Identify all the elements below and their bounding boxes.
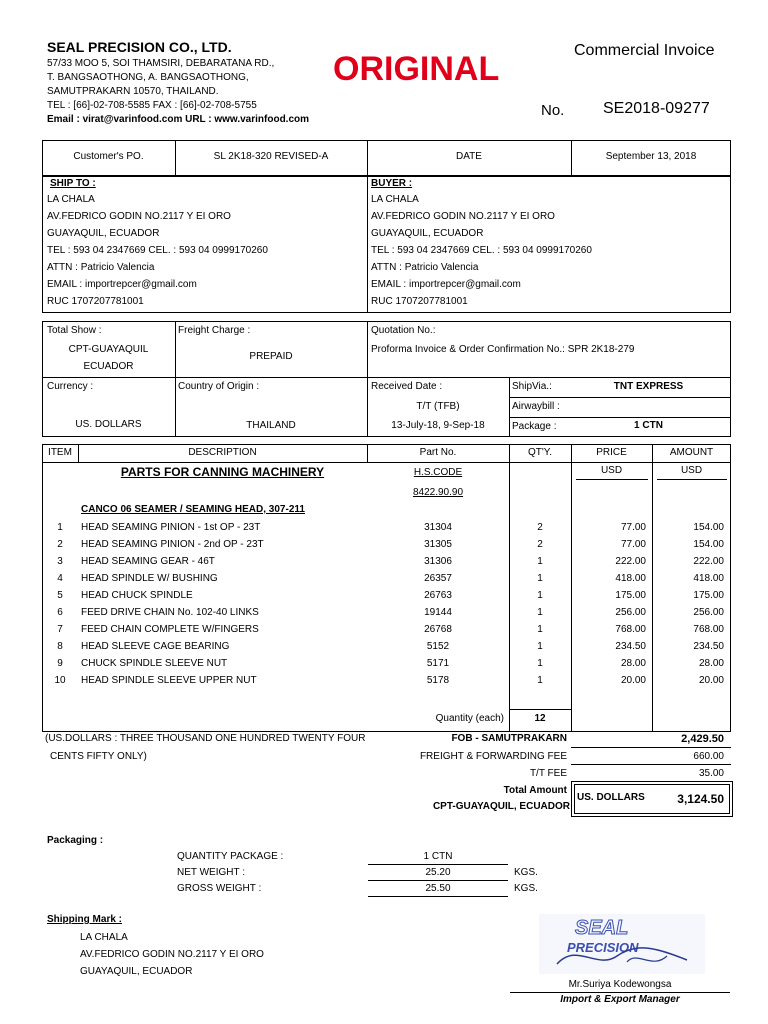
invoice-no-value: SE2018-09277 xyxy=(603,100,710,117)
tt-fee-value: 35.00 xyxy=(698,768,724,779)
ship-to-line: TEL : 593 04 2347669 CEL. : 593 04 0999170260 xyxy=(47,245,268,256)
row-part-no: 26768 xyxy=(424,624,452,635)
row-part-no: 19144 xyxy=(424,607,452,618)
company-address-3: SAMUTPRAKARN 10570, THAILAND. xyxy=(47,86,219,97)
row-price: 175.00 xyxy=(615,590,646,601)
ship-to-line: AV.FEDRICO GODIN NO.2117 Y EI ORO xyxy=(47,211,231,222)
signer-title: Import & Export Manager xyxy=(560,994,680,1005)
date-value: September 13, 2018 xyxy=(605,151,697,162)
amount-words-2: CENTS FIFTY ONLY) xyxy=(50,751,147,762)
row-description: HEAD CHUCK SPINDLE xyxy=(81,590,193,601)
po-label: Customer's PO. xyxy=(73,151,144,162)
row-part-no: 26357 xyxy=(424,573,452,584)
invoice-no-label: No. xyxy=(541,102,565,119)
date-label: DATE xyxy=(456,151,482,162)
qty-package-label: QUANTITY PACKAGE : xyxy=(177,851,284,862)
row-item: 2 xyxy=(57,539,63,550)
buyer-line: AV.FEDRICO GODIN NO.2117 Y EI ORO xyxy=(371,211,555,222)
row-part-no: 26763 xyxy=(424,590,452,601)
svg-text:SEAL: SEAL xyxy=(575,917,629,939)
row-price: 77.00 xyxy=(620,539,646,550)
row-item: 3 xyxy=(57,556,63,567)
col-part-no: Part No. xyxy=(419,447,457,458)
buyer-line: TEL : 593 04 2347669 CEL. : 593 04 0999170260 xyxy=(371,245,592,256)
row-qty: 1 xyxy=(537,675,543,686)
col-description: DESCRIPTION xyxy=(188,447,257,458)
row-price: 28.00 xyxy=(620,658,646,669)
currency-value: US. DOLLARS xyxy=(75,419,142,430)
fob-label: FOB - SAMUTPRAKARN xyxy=(451,733,567,744)
total-amount-label: Total Amount xyxy=(503,785,567,796)
total-show-label: Total Show : xyxy=(47,325,102,336)
col-qty: QT'Y. xyxy=(528,447,552,458)
packaging-label: Packaging : xyxy=(47,835,104,846)
received-date-2: 13-July-18, 9-Sep-18 xyxy=(391,420,485,431)
received-date-label: Received Date : xyxy=(371,381,443,392)
net-weight-unit: KGS. xyxy=(514,867,538,878)
row-price: 234.50 xyxy=(615,641,646,652)
doc-title: Commercial Invoice xyxy=(574,42,715,59)
row-part-no: 5152 xyxy=(426,641,450,652)
total-show-value-2: ECUADOR xyxy=(83,361,134,372)
ship-to-line: GUAYAQUIL, ECUADOR xyxy=(47,228,160,239)
row-description: HEAD SEAMING PINION - 1st OP - 23T xyxy=(81,522,261,533)
quotation-value: Proforma Invoice & Order Confirmation No.: SPR 2K18-279 xyxy=(371,344,635,355)
country-origin-label: Country of Origin : xyxy=(178,381,260,392)
company-address-2: T. BANGSAOTHONG, A. BANGSAOTHONG, xyxy=(47,72,249,83)
row-qty: 1 xyxy=(537,556,543,567)
row-price: 20.00 xyxy=(620,675,646,686)
row-description: FEED CHAIN COMPLETE W/FINGERS xyxy=(81,624,259,635)
package-label: Package : xyxy=(512,421,557,432)
company-phone: TEL : [66]-02-708-5585 FAX : [66]-02-708-5755 xyxy=(47,100,257,111)
shipvia-value: TNT EXPRESS xyxy=(613,381,684,392)
row-qty: 1 xyxy=(537,607,543,618)
col-price: PRICE xyxy=(596,447,627,458)
buyer-line: EMAIL : importrepcer@gmail.com xyxy=(371,279,521,290)
row-price: 768.00 xyxy=(615,624,646,635)
hs-code-label: H.S.CODE xyxy=(413,467,463,478)
col-item: ITEM xyxy=(48,447,72,458)
ship-to-label: SHIP TO : xyxy=(50,178,96,189)
row-qty: 2 xyxy=(537,539,543,550)
buyer-line: LA CHALA xyxy=(371,194,419,205)
row-qty: 1 xyxy=(537,573,543,584)
company-address-1: 57/33 MOO 5, SOI THAMSIRI, DEBARATANA RD., xyxy=(47,58,275,69)
row-amount: 768.00 xyxy=(693,624,724,635)
row-item: 5 xyxy=(57,590,63,601)
package-value: 1 CTN xyxy=(634,420,663,431)
row-description: FEED DRIVE CHAIN No. 102-40 LINKS xyxy=(81,607,259,618)
freight-fee-label: FREIGHT & FORWARDING FEE xyxy=(419,751,567,762)
row-item: 4 xyxy=(57,573,63,584)
group-title: CANCO 06 SEAMER / SEAMING HEAD, 307-211 xyxy=(81,504,305,515)
row-amount: 234.50 xyxy=(693,641,724,652)
row-amount: 20.00 xyxy=(698,675,724,686)
row-qty: 1 xyxy=(537,658,543,669)
qty-package-value: 1 CTN xyxy=(423,851,453,862)
freight-fee-value: 660.00 xyxy=(693,751,724,762)
company-email-url: Email : virat@varinfood.com URL : www.varinfood.com xyxy=(47,114,310,125)
row-amount: 418.00 xyxy=(693,573,724,584)
buyer-label: BUYER : xyxy=(371,178,413,189)
original-stamp: ORIGINAL xyxy=(333,50,500,88)
ship-to-line: EMAIL : importrepcer@gmail.com xyxy=(47,279,197,290)
row-part-no: 31304 xyxy=(424,522,452,533)
row-price: 256.00 xyxy=(615,607,646,618)
company-seal-stamp xyxy=(537,912,707,976)
row-price: 418.00 xyxy=(615,573,646,584)
row-description: HEAD SLEEVE CAGE BEARING xyxy=(81,641,230,652)
row-amount: 256.00 xyxy=(693,607,724,618)
section-title: PARTS FOR CANNING MACHINERY xyxy=(120,465,325,479)
total-currency: US. DOLLARS xyxy=(577,792,645,803)
amount-words-1: (US.DOLLARS : THREE THOUSAND ONE HUNDRED TWENTY FOUR xyxy=(45,733,366,744)
shipping-mark-line: LA CHALA xyxy=(80,932,128,943)
freight-charge-value: PREPAID xyxy=(249,351,293,362)
ship-to-line: LA CHALA xyxy=(47,194,95,205)
freight-charge-label: Freight Charge : xyxy=(178,325,251,336)
signer-name: Mr.Suriya Kodewongsa xyxy=(568,979,672,990)
row-price: 222.00 xyxy=(615,556,646,567)
tt-fee-label: T/T FEE xyxy=(529,768,567,779)
row-part-no: 5171 xyxy=(426,658,450,669)
gross-weight-value: 25.50 xyxy=(425,883,451,894)
row-amount: 28.00 xyxy=(698,658,724,669)
ship-to-line: RUC 1707207781001 xyxy=(47,296,144,307)
total-amount-place: CPT-GUAYAQUIL, ECUADOR xyxy=(432,801,570,812)
row-amount: 154.00 xyxy=(693,522,724,533)
shipping-mark-label: Shipping Mark : xyxy=(47,914,122,925)
row-part-no: 5178 xyxy=(426,675,450,686)
row-qty: 1 xyxy=(537,624,543,635)
price-unit: USD xyxy=(600,465,623,476)
row-item: 6 xyxy=(57,607,63,618)
gross-weight-label: GROSS WEIGHT : xyxy=(177,883,262,894)
row-item: 8 xyxy=(57,641,63,652)
row-amount: 222.00 xyxy=(693,556,724,567)
row-amount: 175.00 xyxy=(693,590,724,601)
buyer-line: GUAYAQUIL, ECUADOR xyxy=(371,228,484,239)
quotation-label: Quotation No.: xyxy=(371,325,436,336)
amount-unit: USD xyxy=(680,465,703,476)
total-amount-value: 3,124.50 xyxy=(677,792,724,806)
row-item: 7 xyxy=(57,624,63,635)
buyer-line: ATTN : Patricio Valencia xyxy=(371,262,479,273)
row-price: 77.00 xyxy=(620,522,646,533)
row-part-no: 31305 xyxy=(424,539,452,550)
row-qty: 1 xyxy=(537,590,543,601)
row-qty: 1 xyxy=(537,641,543,652)
net-weight-value: 25.20 xyxy=(425,867,451,878)
fob-value: 2,429.50 xyxy=(681,733,724,745)
hs-code-value: 8422.90.90 xyxy=(412,487,464,498)
currency-label: Currency : xyxy=(47,381,94,392)
row-description: HEAD SEAMING PINION - 2nd OP - 23T xyxy=(81,539,264,550)
gross-weight-unit: KGS. xyxy=(514,883,538,894)
airwaybill-label: Airwaybill : xyxy=(512,401,560,412)
received-date-1: T/T (TFB) xyxy=(416,401,460,412)
company-name: SEAL PRECISION CO., LTD. xyxy=(47,39,232,55)
row-part-no: 31306 xyxy=(424,556,452,567)
row-qty: 2 xyxy=(537,522,543,533)
shipping-mark-line: AV.FEDRICO GODIN NO.2117 Y EI ORO xyxy=(80,949,264,960)
row-description: HEAD SEAMING GEAR - 46T xyxy=(81,556,215,567)
shipping-mark-line: GUAYAQUIL, ECUADOR xyxy=(80,966,193,977)
row-description: HEAD SPINDLE SLEEVE UPPER NUT xyxy=(81,675,257,686)
country-origin-value: THAILAND xyxy=(246,420,296,431)
row-item: 9 xyxy=(57,658,63,669)
row-amount: 154.00 xyxy=(693,539,724,550)
col-amount: AMOUNT xyxy=(669,447,714,458)
quantity-total: 12 xyxy=(534,713,546,724)
svg-text:PRECISION: PRECISION xyxy=(567,940,639,955)
row-item: 1 xyxy=(57,522,63,533)
net-weight-label: NET WEIGHT : xyxy=(177,867,245,878)
po-value: SL 2K18-320 REVISED-A xyxy=(213,151,329,162)
buyer-line: RUC 1707207781001 xyxy=(371,296,468,307)
row-description: CHUCK SPINDLE SLEEVE NUT xyxy=(81,658,228,669)
ship-to-line: ATTN : Patricio Valencia xyxy=(47,262,155,273)
row-description: HEAD SPINDLE W/ BUSHING xyxy=(81,573,218,584)
row-item: 10 xyxy=(54,675,66,686)
total-show-value-1: CPT-GUAYAQUIL xyxy=(68,344,149,355)
quantity-each-label: Quantity (each) xyxy=(435,713,504,724)
shipvia-label: ShipVia.: xyxy=(512,381,552,392)
